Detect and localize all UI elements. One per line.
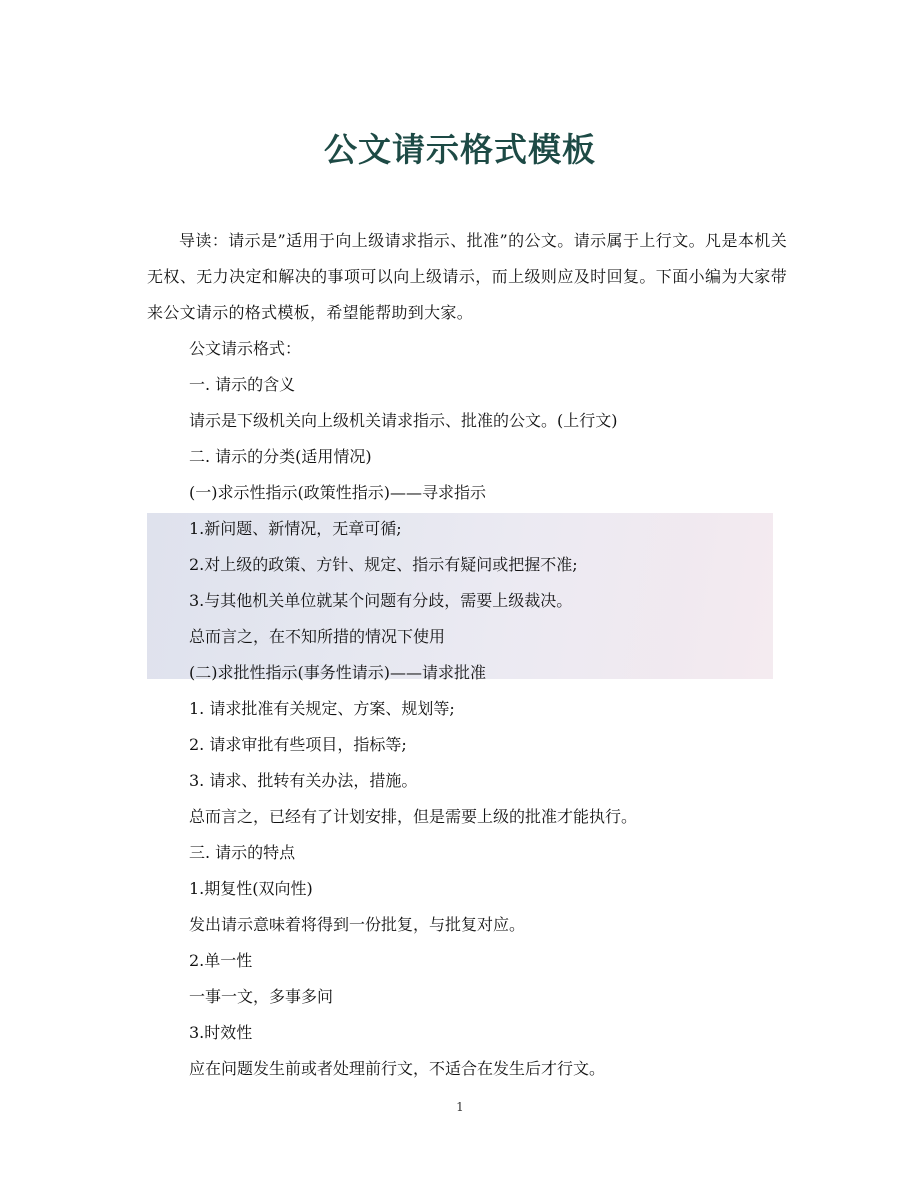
body-line: 总而言之，已经有了计划安排，但是需要上级的批准才能执行。 xyxy=(189,807,638,826)
list-item: 3. 请求、批转有关办法，措施。 xyxy=(189,771,418,790)
page-number: 1 xyxy=(456,1100,464,1114)
list-item: 2. 请求审批有些项目，指标等; xyxy=(189,735,407,754)
list-item: 3.时效性 xyxy=(189,1023,253,1042)
body-line: 总而言之，在不知所措的情况下使用 xyxy=(189,627,446,646)
list-item: 2.对上级的政策、方针、规定、指示有疑问或把握不准; xyxy=(189,555,578,574)
body-line: 公文请示格式： xyxy=(189,339,302,358)
body-line: 应在问题发生前或者处理前行文，不适合在发生后才行文。 xyxy=(189,1059,606,1078)
section-heading: 三. 请示的特点 xyxy=(189,843,296,862)
list-item: 1.期复性(双向性) xyxy=(189,879,313,898)
intro-paragraph: 导读：请示是”适用于向上级请求指示、批准”的公文。请示属于上行文。凡是本机关无权、无力决定和解决的事项可以向上级请示，而上级则应及时回复。下面小编为大家带来公文请示的格式模板，希望能帮助到大家。 xyxy=(147,231,787,322)
list-item: 1. 请求批准有关规定、方案、规划等; xyxy=(189,699,455,718)
body-line: 发出请示意味着将得到一份批复，与批复对应。 xyxy=(189,915,526,934)
document-title: 公文请示格式模板 xyxy=(324,130,596,169)
list-item: 3.与其他机关单位就某个问题有分歧，需要上级裁决。 xyxy=(189,591,573,610)
list-item: 2.单一性 xyxy=(189,951,253,970)
body-line: 请示是下级机关向上级机关请求指示、批准的公文。(上行文) xyxy=(189,411,618,430)
subsection-heading: (二)求批性指示(事务性请示)——请求批准 xyxy=(189,663,486,682)
body-line: 一事一文，多事多问 xyxy=(189,987,334,1006)
section-heading: 一. 请示的含义 xyxy=(189,375,296,394)
document-body xyxy=(147,223,787,1087)
list-item: 1.新问题、新情况，无章可循; xyxy=(189,519,402,538)
section-heading: 二. 请示的分类(适用情况) xyxy=(189,447,372,466)
subsection-heading: (一)求示性指示(政策性指示)——寻求指示 xyxy=(189,483,486,502)
